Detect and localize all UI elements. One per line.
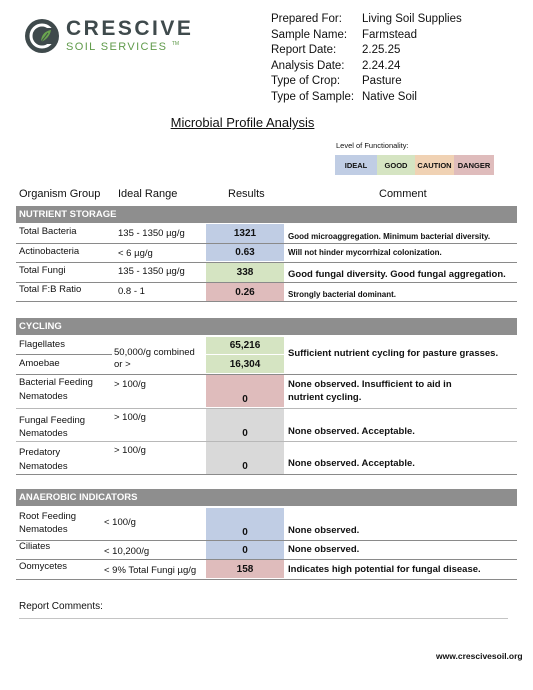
comment: Strongly bacterial dominant. [288, 290, 397, 299]
organism-name: Actinobacteria [19, 246, 80, 257]
info-value: 2.24.24 [362, 59, 401, 72]
organism-name: Flagellates [19, 339, 65, 350]
organism-name: Fungal Feeding [19, 415, 86, 426]
organism-name: Oomycetes [19, 561, 68, 572]
report-title: Microbial Profile Analysis [170, 115, 315, 130]
brand-name: CRESCIVE [66, 17, 194, 40]
organism-name: Amoebae [19, 358, 60, 369]
comment: None observed. Insufficient to aid in [288, 379, 452, 390]
organism-name: Predatory [19, 447, 61, 458]
organism-name-cont: Nematodes [19, 524, 68, 535]
result-cell: 158 [206, 560, 284, 578]
crescive-logo-icon [24, 18, 60, 54]
ideal-range: 0.8 - 1 [118, 286, 145, 297]
row-divider [16, 301, 517, 302]
comment: Good microaggregation. Minimum bacterial diversity. [288, 232, 491, 241]
organism-name: Root Feeding [19, 511, 77, 522]
organism-name-cont: Nematodes [19, 461, 68, 472]
report-comments-label: Report Comments: [19, 601, 103, 612]
col-ideal-range: Ideal Range [118, 188, 178, 200]
ideal-range-cont: or > [114, 359, 131, 370]
result-cell: 0 [206, 409, 284, 441]
info-value: Farmstead [362, 28, 417, 41]
result-cell: 0.26 [206, 283, 284, 301]
result-cell: 0.63 [206, 244, 284, 261]
comment: Indicates high potential for fungal disease. [288, 564, 481, 575]
comment: None observed. [288, 544, 360, 555]
ideal-range: < 10,200/g [104, 546, 150, 557]
legend-good: GOOD [377, 155, 415, 175]
row-divider [16, 474, 517, 475]
brand-subtitle: SOIL SERVICES ™ [66, 41, 180, 53]
info-label: Sample Name: [271, 28, 348, 41]
comments-line [19, 618, 508, 619]
section-cycling: CYCLING [16, 318, 517, 335]
organism-name: Total F:B Ratio [19, 284, 82, 295]
info-value: Living Soil Supplies [362, 13, 462, 25]
ideal-range: < 9% Total Fungi µg/g [104, 565, 197, 576]
ideal-range: 135 - 1350 µg/g [118, 266, 185, 277]
result-cell: 65,216 [206, 337, 284, 354]
info-label: Prepared For: [271, 13, 342, 25]
result-cell: 338 [206, 263, 284, 282]
info-value: 2.25.25 [362, 44, 401, 57]
result-cell: 16,304 [206, 355, 284, 373]
col-organism-group: Organism Group [19, 188, 101, 200]
organism-name: Ciliates [19, 541, 51, 552]
organism-name-cont: Nematodes [19, 391, 68, 402]
comment: Good fungal diversity. Good fungal aggregation. [288, 269, 506, 280]
organism-name: Total Bacteria [19, 226, 77, 237]
info-label: Type of Crop: [271, 75, 341, 88]
ideal-range: < 100/g [104, 517, 136, 528]
legend-caution: CAUTION [415, 155, 454, 175]
row-divider [16, 354, 112, 355]
result-cell: 0 [206, 508, 284, 540]
info-label: Type of Sample: [271, 90, 355, 103]
comment: None observed. Acceptable. [288, 458, 415, 469]
info-value: Native Soil [362, 90, 417, 103]
legend-label: Level of Functionality: [336, 141, 409, 150]
legend-ideal: IDEAL [335, 155, 377, 175]
comment: Will not hinder mycorrhizal colonization. [288, 248, 442, 257]
ideal-range: > 100/g [114, 379, 146, 390]
legend-danger: DANGER [454, 155, 494, 175]
info-label: Analysis Date: [271, 59, 345, 72]
col-comment: Comment [379, 188, 427, 200]
info-label: Report Date: [271, 44, 337, 57]
info-value: Pasture [362, 75, 402, 88]
organism-name-cont: Nematodes [19, 428, 68, 439]
comment: None observed. Acceptable. [288, 426, 415, 437]
organism-name: Total Fungi [19, 265, 66, 276]
result-cell: 0 [206, 375, 284, 407]
ideal-range: 135 - 1350 µg/g [118, 228, 185, 239]
report-info [271, 12, 462, 106]
website-link[interactable]: www.crescivesoil.org [436, 651, 523, 661]
ideal-range: < 6 µg/g [118, 248, 153, 259]
result-cell: 0 [206, 442, 284, 474]
section-anaerobic-indicators: ANAEROBIC INDICATORS [16, 489, 517, 506]
ideal-range: 50,000/g combined [114, 347, 195, 358]
comment-cont: nutrient cycling. [288, 392, 362, 403]
result-cell: 1321 [206, 224, 284, 243]
organism-name: Bacterial Feeding [19, 377, 93, 388]
comment: None observed. [288, 525, 360, 536]
result-cell: 0 [206, 541, 284, 559]
ideal-range: > 100/g [114, 445, 146, 456]
row-divider [16, 579, 517, 580]
ideal-range: > 100/g [114, 412, 146, 423]
comment: Sufficient nutrient cycling for pasture grasses. [288, 348, 499, 359]
section-nutrient-storage: NUTRIENT STORAGE [16, 206, 517, 223]
col-results: Results [228, 188, 265, 200]
